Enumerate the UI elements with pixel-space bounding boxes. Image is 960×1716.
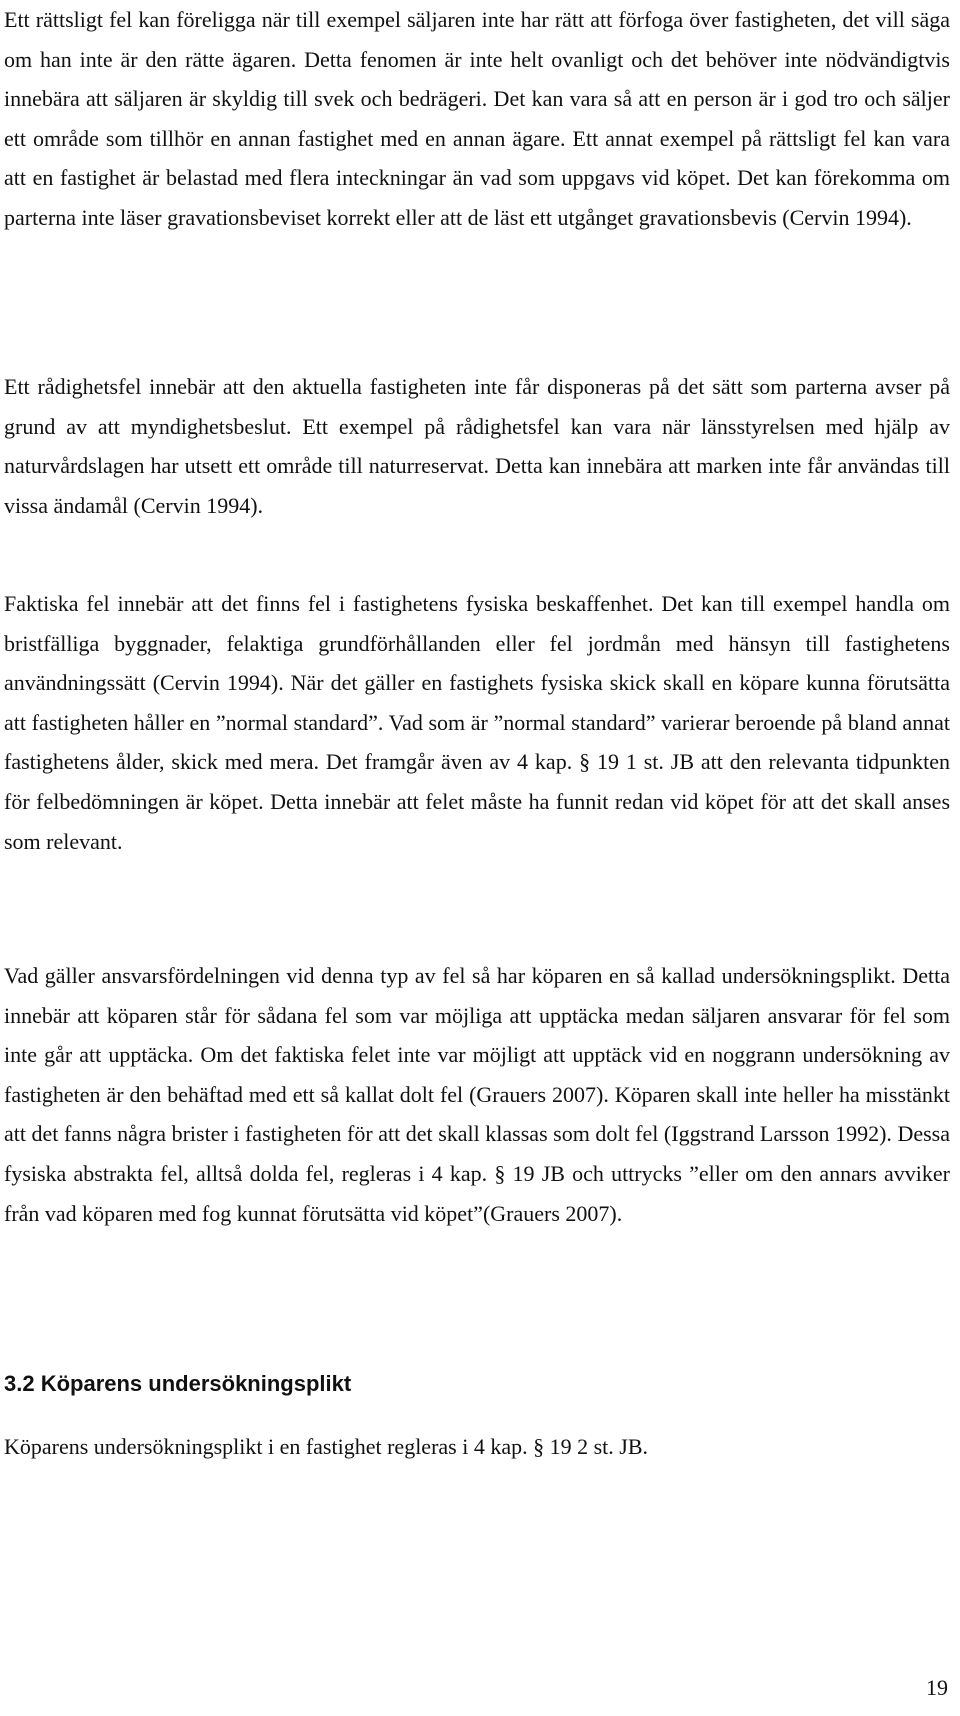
- section-heading: 3.2 Köparens undersökningsplikt: [4, 1371, 352, 1396]
- page-number: 19: [926, 1675, 948, 1700]
- paragraph-ansvarsfordelning: Vad gäller ansvarsfördelningen vid denna typ av fel så har köparen en så kallad undersökningsplikt. Detta innebär att köparen står för sådana fel som var möjliga att upptäcka medan säljaren ansvarar för fel som inte går att upptäcka. Om det faktiska felet inte var möjligt att upptäck vid en noggrann undersökning av fastigheten är den behäftad med ett så kallat dolt fel (Grauers 2007). Köparen skall inte heller ha misstänkt att det fanns några brister i fastigheten för att det skall klassas som dolt fel (Iggstrand Larsson 1992). Dessa fysiska abstrakta fel, alltså dolda fel, regleras i 4 kap. § 19 JB och uttrycks ”eller om den annars avviker från vad köparen med fog kunnat förutsätta vid köpet”(Grauers 2007).: [4, 963, 950, 1226]
- paragraph-radighetsfel: Ett rådighetsfel innebär att den aktuella fastigheten inte får disponeras på det sätt som parterna avser på grund av att myndighetsbeslut. Ett exempel på rådighetsfel kan vara när länsstyrelsen med hjälp av naturvårdslagen har utsett ett område till naturreservat. Detta kan innebära att marken inte får användas till vissa ändamål (Cervin 1994).: [4, 374, 950, 518]
- section-paragraph: Köparens undersökningsplikt i en fastighet regleras i 4 kap. § 19 2 st. JB.: [4, 1434, 649, 1459]
- paragraph-rattsligt-fel: Ett rättsligt fel kan föreligga när till exempel säljaren inte har rätt att förfoga över fastigheten, det vill säga om han inte är den rätte ägaren. Detta fenomen är inte helt ovanligt och det behöver inte nödvändigtvis innebära att säljaren är skyldig till svek och bedrägeri. Det kan vara så att en person är i god tro och säljer ett område som tillhör en annan fastighet med en annan ägare. Ett annat exempel på rättsligt fel kan vara att en fastighet är belastad med flera inteckningar än vad som uppgavs vid köpet. Det kan förekomma om parterna inte läser gravationsbeviset korrekt eller att de läst ett utgånget gravationsbevis (Cervin 1994).: [4, 7, 950, 230]
- paragraph-faktiska-fel: Faktiska fel innebär att det finns fel i fastighetens fysiska beskaffenhet. Det kan till exempel handla om bristfälliga byggnader, felaktiga grundförhållanden eller fel jordmån med hänsyn till fastighetens användningssätt (Cervin 1994). När det gäller en fastighets fysiska skick skall en köpare kunna förutsätta att fastigheten håller en ”normal standard”. Vad som är ”normal standard” varierar beroende på bland annat fastighetens ålder, skick med mera. Det framgår även av 4 kap. § 19 1 st. JB att den relevanta tidpunkten för felbedömningen är köpet. Detta innebär att felet måste ha funnit redan vid köpet för att det skall anses som relevant.: [4, 591, 950, 854]
